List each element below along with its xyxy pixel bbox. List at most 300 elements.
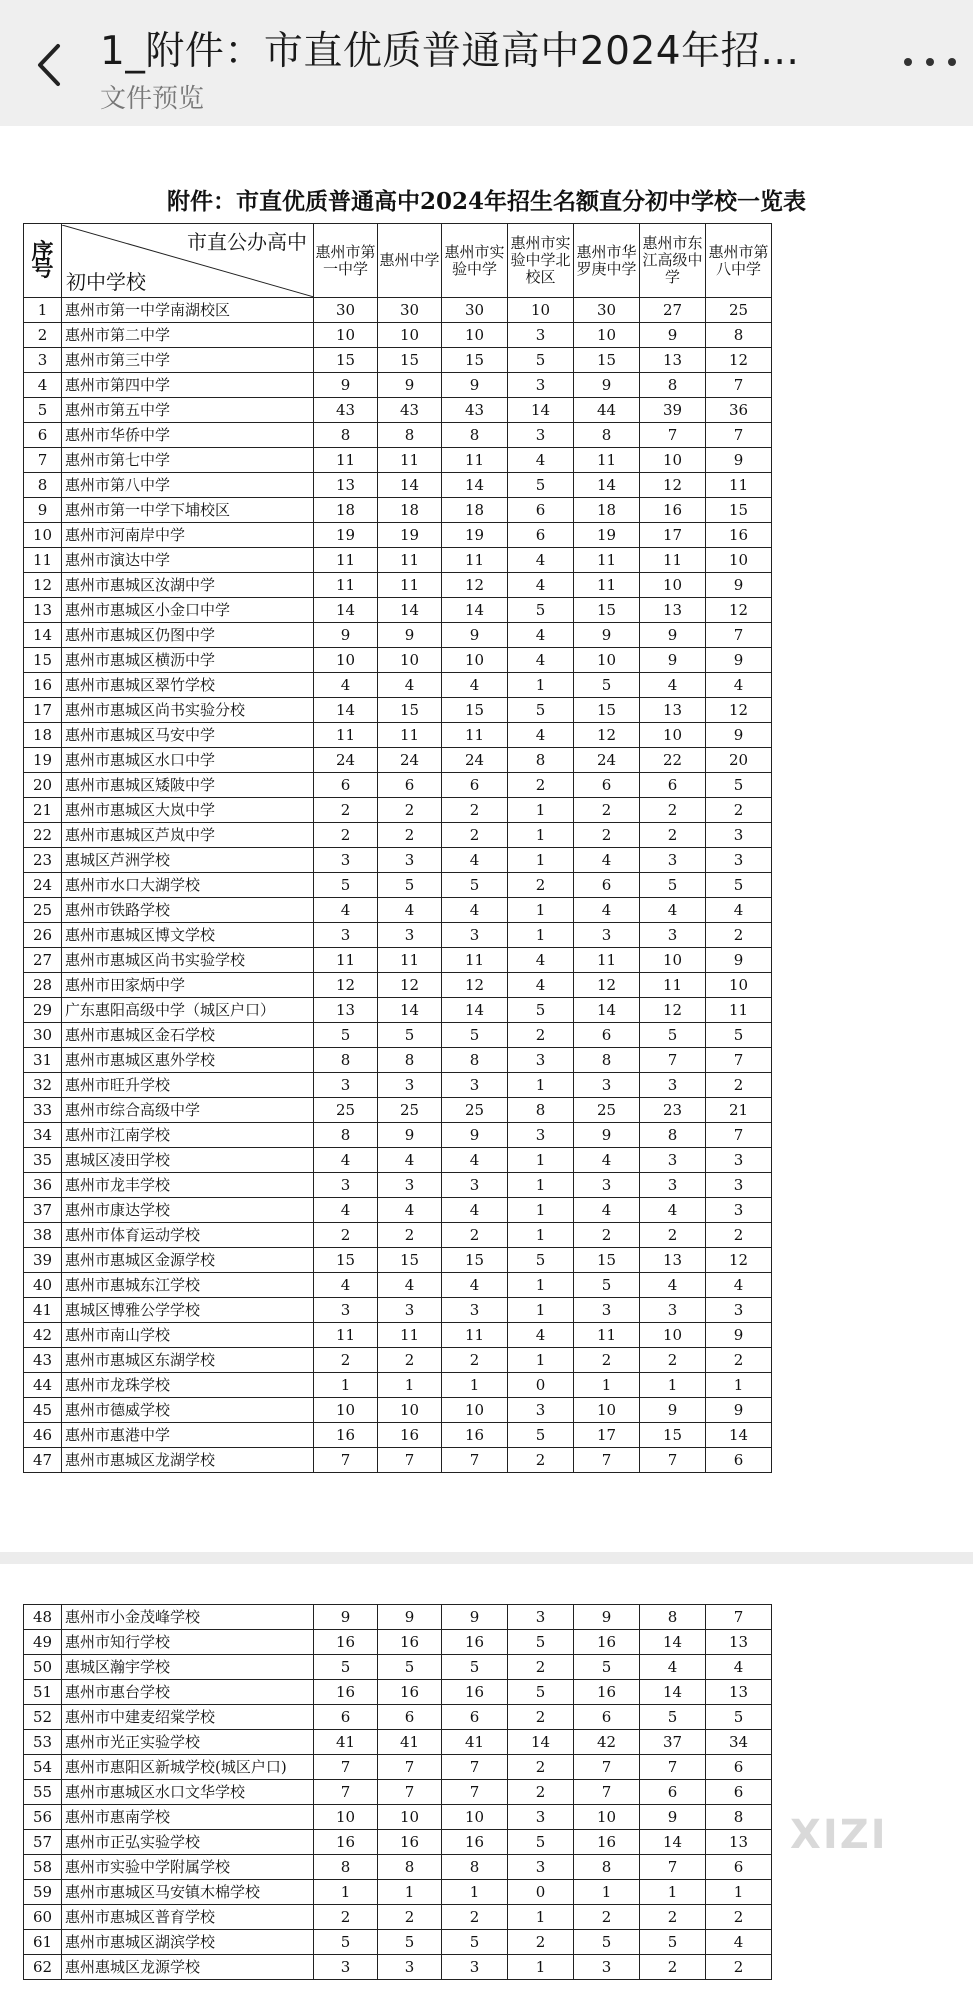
- quota-cell: 5: [706, 1705, 772, 1730]
- school-name: 惠州市惠城区金源学校: [62, 1248, 314, 1273]
- quota-cell: 2: [508, 773, 574, 798]
- row-number: 32: [24, 1073, 62, 1098]
- quota-cell: 1: [508, 1273, 574, 1298]
- row-number: 40: [24, 1273, 62, 1298]
- column-header: 惠州市第八中学: [706, 224, 772, 298]
- quota-cell: 10: [378, 323, 442, 348]
- quota-cell: 8: [574, 1048, 640, 1073]
- quota-cell: 17: [574, 1423, 640, 1448]
- quota-cell: 4: [314, 1198, 378, 1223]
- quota-cell: 7: [706, 1048, 772, 1073]
- quota-cell: 6: [640, 1780, 706, 1805]
- quota-cell: 1: [508, 1223, 574, 1248]
- school-name: 广东惠阳高级中学（城区户口）: [62, 998, 314, 1023]
- quota-cell: 3: [442, 1298, 508, 1323]
- quota-cell: 3: [640, 1298, 706, 1323]
- quota-cell: 5: [508, 598, 574, 623]
- quota-cell: 4: [706, 673, 772, 698]
- quota-cell: 16: [442, 1423, 508, 1448]
- quota-cell: 3: [706, 1148, 772, 1173]
- row-number: 49: [24, 1630, 62, 1655]
- quota-cell: 37: [640, 1730, 706, 1755]
- quota-cell: 16: [314, 1830, 378, 1855]
- quota-cell: 2: [378, 1223, 442, 1248]
- school-name: 惠州市惠港中学: [62, 1423, 314, 1448]
- quota-cell: 5: [508, 473, 574, 498]
- quota-cell: 5: [508, 1630, 574, 1655]
- quota-cell: 4: [508, 723, 574, 748]
- quota-cell: 16: [574, 1630, 640, 1655]
- school-name: 惠州市惠城区尚书实验分校: [62, 698, 314, 723]
- quota-cell: 2: [508, 1755, 574, 1780]
- quota-cell: 14: [640, 1630, 706, 1655]
- quota-cell: 3: [640, 1148, 706, 1173]
- row-number: 51: [24, 1680, 62, 1705]
- quota-cell: 2: [508, 1780, 574, 1805]
- quota-cell: 14: [378, 998, 442, 1023]
- row-number: 56: [24, 1805, 62, 1830]
- quota-cell: 6: [442, 1705, 508, 1730]
- table-row: [24, 623, 772, 648]
- quota-cell: 6: [574, 773, 640, 798]
- table-row: [24, 1223, 772, 1248]
- quota-cell: 30: [574, 298, 640, 323]
- quota-cell: 4: [706, 1273, 772, 1298]
- quota-cell: 20: [706, 748, 772, 773]
- quota-cell: 2: [706, 1073, 772, 1098]
- table-row: [24, 673, 772, 698]
- row-number: 55: [24, 1780, 62, 1805]
- row-number: 33: [24, 1098, 62, 1123]
- quota-cell: 10: [378, 648, 442, 673]
- quota-cell: 5: [640, 873, 706, 898]
- school-name: 惠州市惠城区水口中学: [62, 748, 314, 773]
- quota-cell: 10: [442, 323, 508, 348]
- quota-cell: 3: [508, 1123, 574, 1148]
- quota-cell: 7: [442, 1755, 508, 1780]
- row-number: 26: [24, 923, 62, 948]
- quota-cell: 3: [508, 1048, 574, 1073]
- table-row: [24, 773, 772, 798]
- table-row: [24, 1605, 772, 1630]
- school-name: 惠州市华侨中学: [62, 423, 314, 448]
- quota-cell: 1: [508, 923, 574, 948]
- quota-cell: 11: [706, 998, 772, 1023]
- back-icon[interactable]: [34, 40, 64, 90]
- quota-cell: 9: [574, 623, 640, 648]
- quota-cell: 8: [508, 1098, 574, 1123]
- quota-cell: 14: [314, 698, 378, 723]
- quota-cell: 4: [508, 548, 574, 573]
- quota-cell: 16: [442, 1630, 508, 1655]
- quota-cell: 1: [442, 1373, 508, 1398]
- quota-cell: 1: [508, 1298, 574, 1323]
- quota-cell: 14: [508, 398, 574, 423]
- quota-cell: 7: [378, 1755, 442, 1780]
- quota-cell: 13: [640, 1248, 706, 1273]
- table-row: [24, 1198, 772, 1223]
- quota-cell: 43: [378, 398, 442, 423]
- quota-cell: 8: [640, 373, 706, 398]
- table-row: [24, 1323, 772, 1348]
- quota-cell: 1: [508, 848, 574, 873]
- quota-cell: 10: [574, 1805, 640, 1830]
- table-row: [24, 373, 772, 398]
- quota-cell: 3: [508, 323, 574, 348]
- quota-cell: 12: [706, 348, 772, 373]
- school-name: 惠州市惠城区矮陂中学: [62, 773, 314, 798]
- quota-cell: 2: [378, 1905, 442, 1930]
- quota-cell: 12: [706, 1248, 772, 1273]
- page-subtitle: 文件预览: [100, 84, 205, 114]
- quota-cell: 7: [378, 1448, 442, 1473]
- quota-cell: 5: [508, 998, 574, 1023]
- more-icon[interactable]: [904, 58, 964, 72]
- quota-cell: 1: [508, 1173, 574, 1198]
- quota-cell: 4: [442, 673, 508, 698]
- school-name: 惠州市惠城区汝湖中学: [62, 573, 314, 598]
- quota-cell: 2: [640, 823, 706, 848]
- table-row: [24, 398, 772, 423]
- row-number: 53: [24, 1730, 62, 1755]
- table-row: [24, 973, 772, 998]
- quota-cell: 2: [442, 1348, 508, 1373]
- quota-cell: 2: [442, 798, 508, 823]
- quota-cell: 5: [706, 773, 772, 798]
- quota-cell: 19: [442, 523, 508, 548]
- quota-cell: 2: [314, 1223, 378, 1248]
- table-row: [24, 1148, 772, 1173]
- quota-cell: 10: [574, 1398, 640, 1423]
- quota-cell: 2: [706, 1223, 772, 1248]
- table-row: [24, 448, 772, 473]
- quota-cell: 15: [314, 348, 378, 373]
- quota-cell: 4: [378, 1198, 442, 1223]
- quota-cell: 13: [706, 1830, 772, 1855]
- quota-cell: 1: [508, 1905, 574, 1930]
- quota-cell: 3: [378, 923, 442, 948]
- quota-cell: 8: [574, 423, 640, 448]
- quota-cell: 0: [508, 1373, 574, 1398]
- quota-cell: 2: [640, 1955, 706, 1980]
- quota-cell: 4: [442, 848, 508, 873]
- quota-cell: 16: [442, 1830, 508, 1855]
- header-top-label: 市直公办高中: [187, 229, 307, 254]
- quota-cell: 1: [574, 1880, 640, 1905]
- quota-cell: 11: [574, 1323, 640, 1348]
- table-row: [24, 1955, 772, 1980]
- quota-cell: 4: [508, 973, 574, 998]
- quota-cell: 10: [574, 648, 640, 673]
- quota-cell: 3: [706, 1173, 772, 1198]
- quota-cell: 14: [640, 1830, 706, 1855]
- school-name: 惠州市惠城区翠竹学校: [62, 673, 314, 698]
- school-name: 惠州市实验中学附属学校: [62, 1855, 314, 1880]
- quota-cell: 10: [640, 723, 706, 748]
- table-row: [24, 648, 772, 673]
- row-number: 7: [24, 448, 62, 473]
- quota-cell: 19: [314, 523, 378, 548]
- quota-cell: 13: [640, 348, 706, 373]
- quota-cell: 5: [378, 1930, 442, 1955]
- quota-cell: 5: [508, 1423, 574, 1448]
- quota-cell: 8: [378, 1855, 442, 1880]
- quota-cell: 1: [508, 823, 574, 848]
- quota-cell: 9: [314, 373, 378, 398]
- quota-cell: 12: [378, 973, 442, 998]
- quota-cell: 11: [574, 448, 640, 473]
- quota-cell: 12: [706, 698, 772, 723]
- quota-cell: 7: [640, 1855, 706, 1880]
- table-row: [24, 1705, 772, 1730]
- quota-cell: 16: [314, 1680, 378, 1705]
- quota-cell: 0: [508, 1880, 574, 1905]
- quota-cell: 3: [508, 1398, 574, 1423]
- quota-cell: 7: [574, 1780, 640, 1805]
- table-row: [24, 923, 772, 948]
- quota-cell: 2: [314, 798, 378, 823]
- quota-cell: 41: [442, 1730, 508, 1755]
- quota-cell: 9: [574, 1605, 640, 1630]
- school-name: 惠州市小金茂峰学校: [62, 1605, 314, 1630]
- quota-cell: 4: [706, 898, 772, 923]
- quota-cell: 8: [442, 423, 508, 448]
- quota-cell: 3: [508, 1855, 574, 1880]
- quota-cell: 3: [314, 1073, 378, 1098]
- quota-cell: 5: [574, 1930, 640, 1955]
- quota-cell: 5: [640, 1930, 706, 1955]
- quota-cell: 1: [706, 1373, 772, 1398]
- quota-cell: 10: [442, 648, 508, 673]
- quota-cell: 16: [378, 1680, 442, 1705]
- quota-cell: 24: [378, 748, 442, 773]
- table-row: [24, 1373, 772, 1398]
- quota-cell: 4: [314, 1273, 378, 1298]
- quota-cell: 2: [640, 1223, 706, 1248]
- quota-cell: 1: [508, 673, 574, 698]
- quota-cell: 1: [314, 1373, 378, 1398]
- school-name: 惠州市南山学校: [62, 1323, 314, 1348]
- quota-cell: 2: [442, 823, 508, 848]
- row-number: 30: [24, 1023, 62, 1048]
- quota-cell: 16: [378, 1630, 442, 1655]
- school-name: 惠州市河南岸中学: [62, 523, 314, 548]
- quota-cell: 16: [442, 1680, 508, 1705]
- quota-cell: 6: [378, 773, 442, 798]
- quota-cell: 19: [378, 523, 442, 548]
- quota-cell: 9: [640, 1805, 706, 1830]
- quota-cell: 11: [574, 548, 640, 573]
- school-name: 惠州市体育运动学校: [62, 1223, 314, 1248]
- quota-cell: 13: [314, 473, 378, 498]
- quota-cell: 41: [378, 1730, 442, 1755]
- school-name: 惠州惠城区龙源学校: [62, 1955, 314, 1980]
- column-header: 惠州市华罗庚中学: [574, 224, 640, 298]
- quota-cell: 11: [378, 448, 442, 473]
- quota-cell: 1: [314, 1880, 378, 1905]
- quota-cell: 36: [706, 398, 772, 423]
- quota-cell: 6: [378, 1705, 442, 1730]
- quota-cell: 1: [508, 1955, 574, 1980]
- quota-cell: 8: [378, 1048, 442, 1073]
- row-number: 5: [24, 398, 62, 423]
- quota-cell: 10: [314, 323, 378, 348]
- quota-cell: 3: [442, 923, 508, 948]
- quota-cell: 3: [574, 923, 640, 948]
- quota-cell: 5: [442, 1655, 508, 1680]
- quota-cell: 18: [314, 498, 378, 523]
- quota-cell: 25: [574, 1098, 640, 1123]
- quota-cell: 5: [574, 673, 640, 698]
- quota-cell: 11: [442, 1323, 508, 1348]
- quota-cell: 6: [574, 873, 640, 898]
- quota-cell: 3: [706, 1298, 772, 1323]
- quota-cell: 8: [442, 1855, 508, 1880]
- quota-cell: 39: [640, 398, 706, 423]
- school-name: 惠州市惠城区马安镇木棉学校: [62, 1880, 314, 1905]
- row-number: 6: [24, 423, 62, 448]
- school-name: 惠州市惠城区仍图中学: [62, 623, 314, 648]
- quota-cell: 15: [442, 698, 508, 723]
- column-header: 惠州市第一中学: [314, 224, 378, 298]
- quota-cell: 5: [574, 1273, 640, 1298]
- quota-cell: 11: [442, 723, 508, 748]
- quota-cell: 15: [574, 698, 640, 723]
- quota-cell: 6: [314, 773, 378, 798]
- school-name: 惠州市第三中学: [62, 348, 314, 373]
- table-row: [24, 1905, 772, 1930]
- quota-cell: 2: [508, 1448, 574, 1473]
- quota-cell: 3: [314, 923, 378, 948]
- row-number: 15: [24, 648, 62, 673]
- quota-cell: 2: [314, 1905, 378, 1930]
- row-number: 1: [24, 298, 62, 323]
- row-number: 29: [24, 998, 62, 1023]
- quota-cell: 9: [706, 1323, 772, 1348]
- quota-cell: 3: [508, 373, 574, 398]
- quota-cell: 8: [314, 1123, 378, 1148]
- quota-cell: 3: [640, 923, 706, 948]
- header-bottom-label: 初中学校: [66, 269, 146, 294]
- quota-cell: 2: [706, 1955, 772, 1980]
- quota-cell: 4: [574, 848, 640, 873]
- quota-cell: 16: [314, 1630, 378, 1655]
- quota-cell: 30: [378, 298, 442, 323]
- school-name: 惠城区瀚宇学校: [62, 1655, 314, 1680]
- quota-cell: 12: [314, 973, 378, 998]
- quota-cell: 1: [574, 1373, 640, 1398]
- row-number: 43: [24, 1348, 62, 1373]
- quota-cell: 11: [314, 948, 378, 973]
- quota-cell: 15: [574, 1248, 640, 1273]
- table-row: [24, 498, 772, 523]
- row-number: 25: [24, 898, 62, 923]
- quota-cell: 6: [640, 773, 706, 798]
- quota-cell: 43: [314, 398, 378, 423]
- school-name: 惠州市惠城区博文学校: [62, 923, 314, 948]
- quota-cell: 1: [508, 798, 574, 823]
- quota-cell: 23: [640, 1098, 706, 1123]
- quota-cell: 10: [442, 1805, 508, 1830]
- table-row: [24, 1073, 772, 1098]
- row-number: 20: [24, 773, 62, 798]
- quota-cell: 5: [314, 873, 378, 898]
- quota-cell: 15: [442, 348, 508, 373]
- quota-cell: 4: [378, 1273, 442, 1298]
- quota-cell: 14: [640, 1680, 706, 1705]
- quota-cell: 2: [314, 823, 378, 848]
- quota-cell: 14: [508, 1730, 574, 1755]
- quota-cell: 3: [706, 823, 772, 848]
- school-name: 惠州市光正实验学校: [62, 1730, 314, 1755]
- table-row: [24, 1298, 772, 1323]
- quota-cell: 11: [378, 573, 442, 598]
- quota-cell: 12: [640, 998, 706, 1023]
- quota-cell: 9: [640, 648, 706, 673]
- quota-cell: 15: [574, 598, 640, 623]
- quota-cell: 25: [442, 1098, 508, 1123]
- quota-cell: 8: [574, 1855, 640, 1880]
- diagonal-header-cell: [62, 224, 314, 298]
- quota-cell: 3: [314, 1173, 378, 1198]
- quota-cell: 9: [574, 373, 640, 398]
- quota-cell: 10: [640, 948, 706, 973]
- school-name: 惠州市水口大湖学校: [62, 873, 314, 898]
- quota-cell: 9: [640, 1398, 706, 1423]
- quota-cell: 8: [706, 1805, 772, 1830]
- school-name: 惠州市惠城区湖滨学校: [62, 1930, 314, 1955]
- school-name: 惠州市第一中学南湖校区: [62, 298, 314, 323]
- table-row: [24, 573, 772, 598]
- row-number: 42: [24, 1323, 62, 1348]
- quota-cell: 7: [706, 623, 772, 648]
- quota-cell: 5: [640, 1023, 706, 1048]
- quota-cell: 9: [640, 323, 706, 348]
- school-name: 惠州市龙珠学校: [62, 1373, 314, 1398]
- allocation-table-part2: [23, 1604, 772, 1980]
- quota-cell: 8: [314, 1048, 378, 1073]
- quota-cell: 2: [508, 873, 574, 898]
- quota-cell: 2: [378, 798, 442, 823]
- row-number: 60: [24, 1905, 62, 1930]
- table-row: [24, 1248, 772, 1273]
- quota-cell: 6: [442, 773, 508, 798]
- quota-cell: 9: [574, 1123, 640, 1148]
- quota-cell: 4: [442, 1198, 508, 1223]
- quota-cell: 5: [706, 873, 772, 898]
- quota-cell: 30: [314, 298, 378, 323]
- school-name: 惠州市惠城区龙湖学校: [62, 1448, 314, 1473]
- school-name: 惠州市第八中学: [62, 473, 314, 498]
- quota-cell: 13: [314, 998, 378, 1023]
- quota-cell: 3: [640, 848, 706, 873]
- quota-cell: 9: [314, 1605, 378, 1630]
- school-name: 惠州市第一中学下埔校区: [62, 498, 314, 523]
- quota-cell: 6: [706, 1855, 772, 1880]
- quota-cell: 2: [574, 1223, 640, 1248]
- quota-cell: 2: [508, 1930, 574, 1955]
- quota-cell: 3: [314, 1955, 378, 1980]
- row-number: 52: [24, 1705, 62, 1730]
- quota-cell: 10: [314, 1805, 378, 1830]
- quota-cell: 4: [378, 673, 442, 698]
- quota-cell: 16: [378, 1423, 442, 1448]
- school-name: 惠州市旺升学校: [62, 1073, 314, 1098]
- quota-cell: 8: [640, 1605, 706, 1630]
- quota-cell: 6: [508, 523, 574, 548]
- table-row: [24, 473, 772, 498]
- quota-cell: 4: [640, 1655, 706, 1680]
